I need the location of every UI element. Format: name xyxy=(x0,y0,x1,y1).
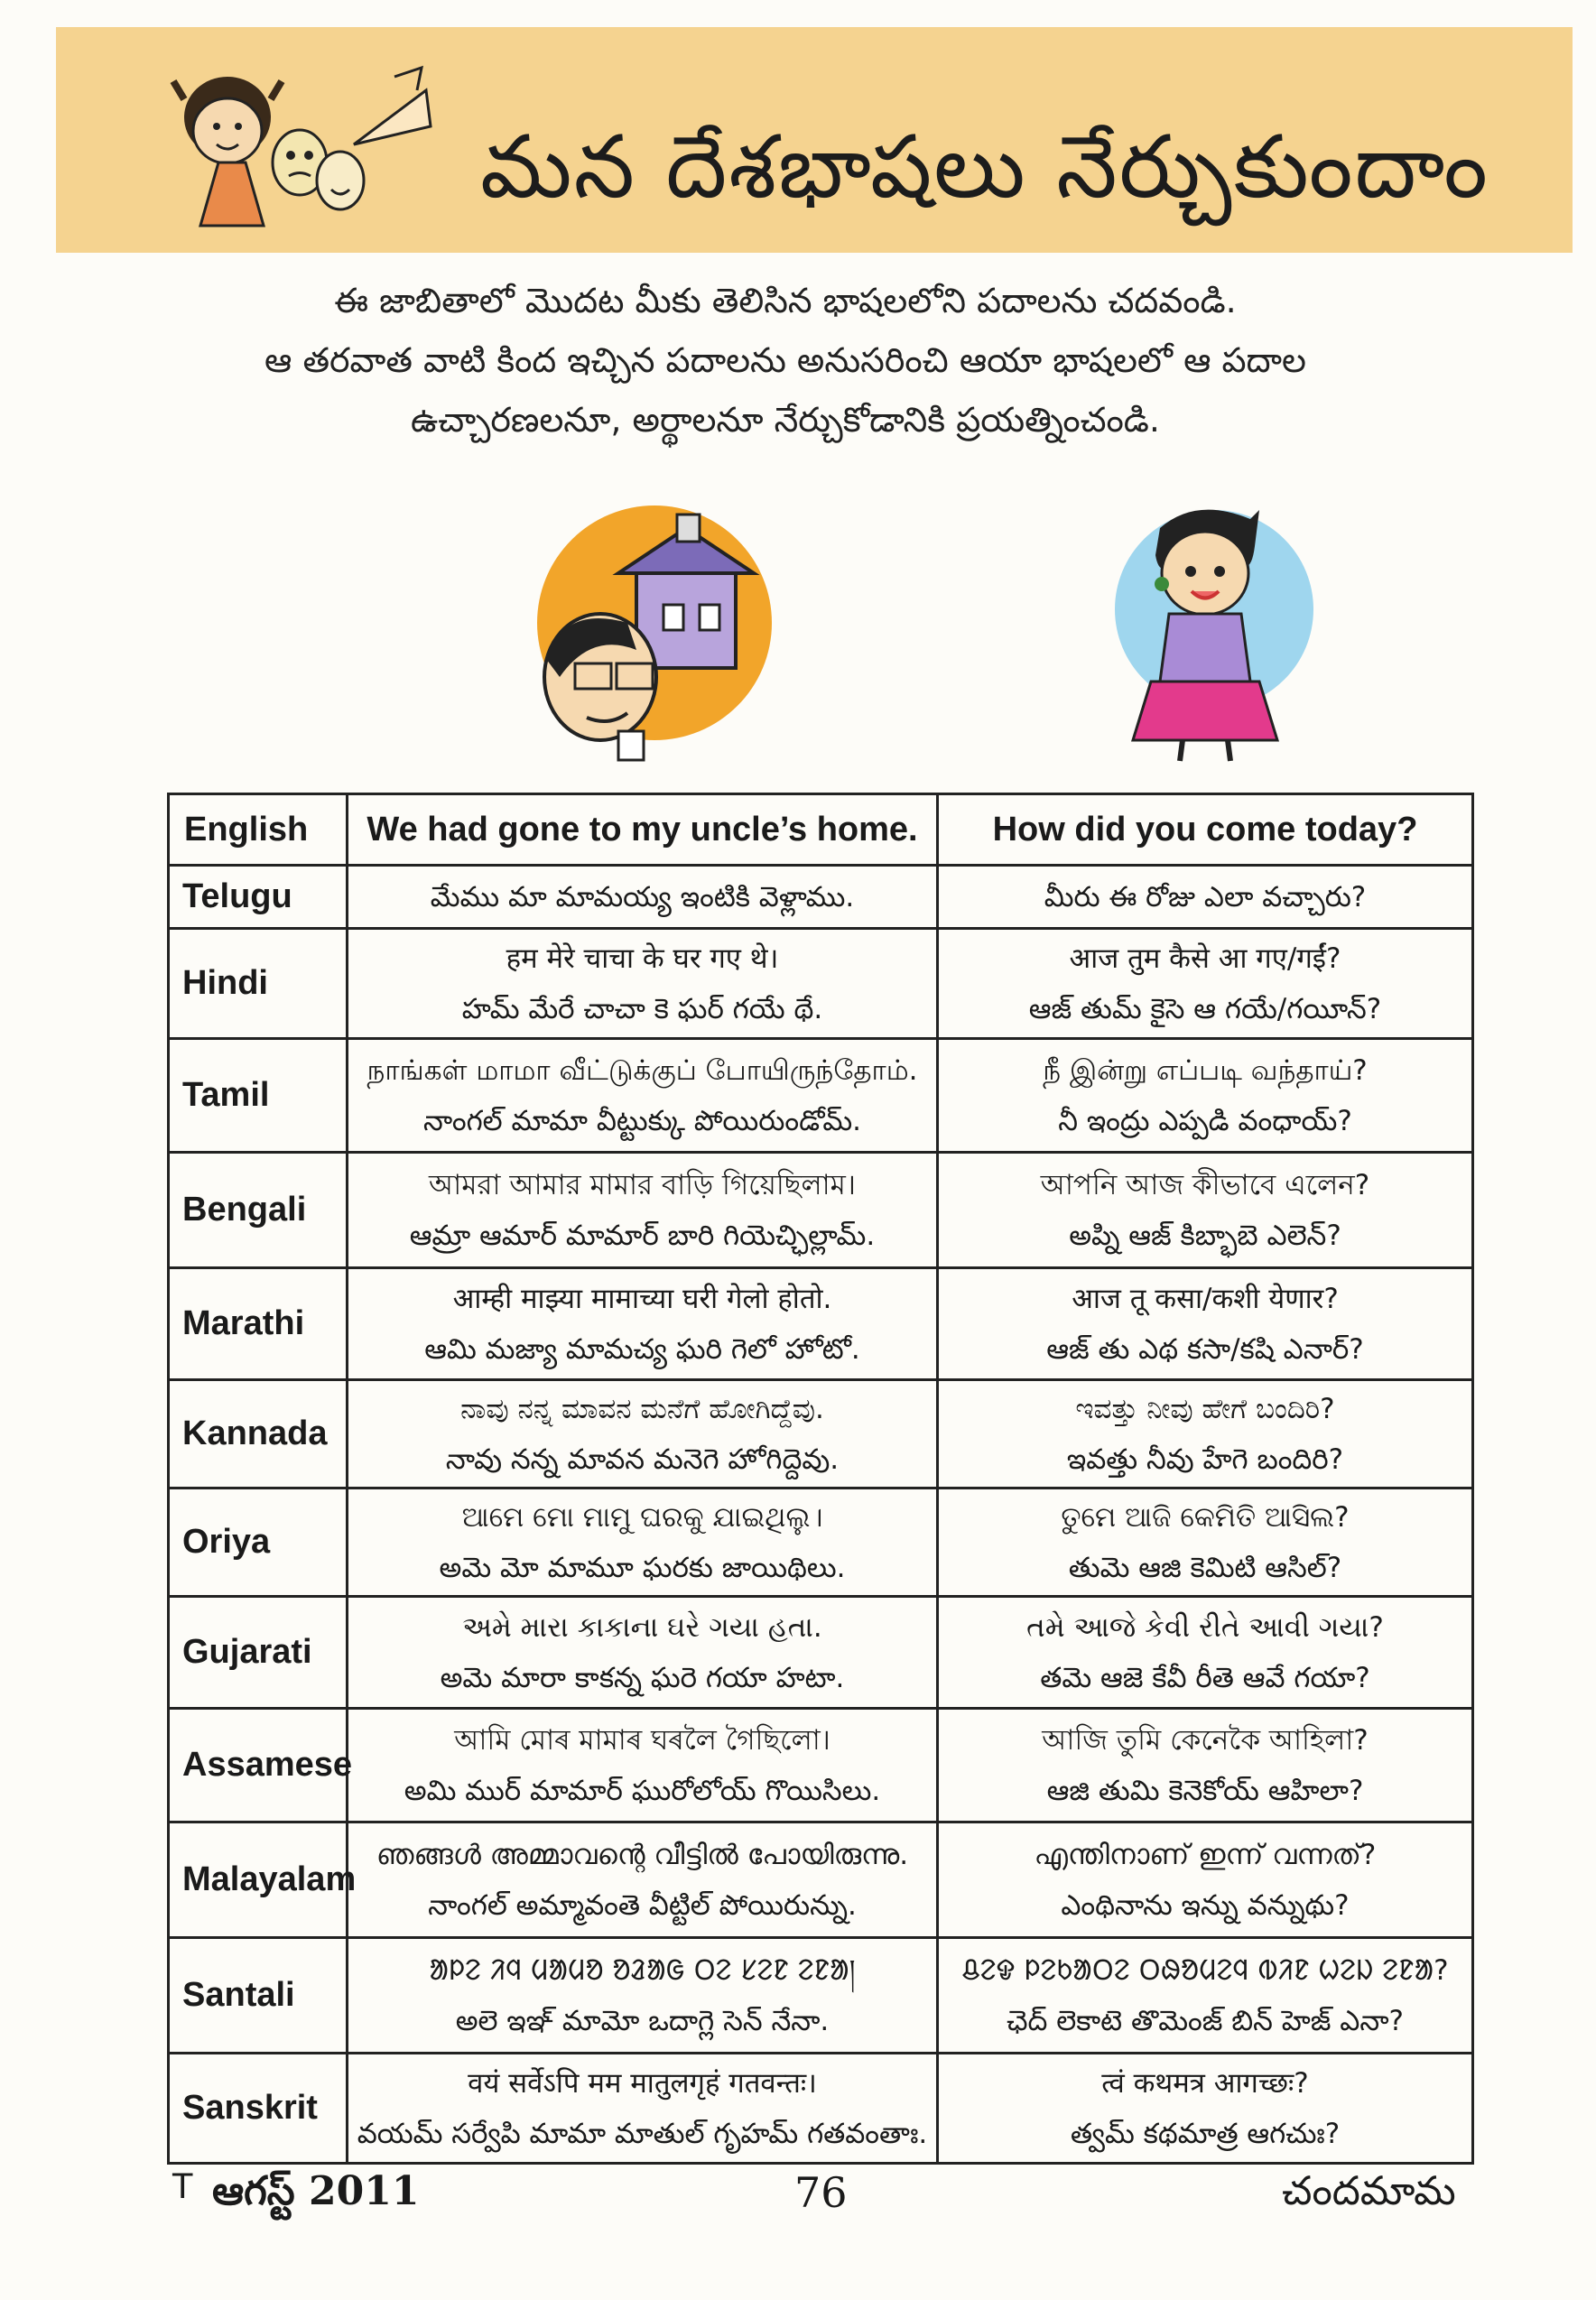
sentence-2-cell xyxy=(938,1938,1473,2054)
title-banner xyxy=(56,27,1573,253)
native-text: हम मेरे चाचा के घर गए थे। xyxy=(506,941,779,975)
sentence-1-cell xyxy=(348,1938,938,2054)
table-row xyxy=(169,2054,1473,2164)
language-name: Gujarati xyxy=(169,1597,348,1709)
language-table xyxy=(167,793,1474,2165)
language-name: Hindi xyxy=(169,929,348,1039)
sentence-1-cell xyxy=(348,1039,938,1153)
telugu-transliteration: అమి ముర్ మామార్ ఘురోలోయ్ గొయిసిలు. xyxy=(404,1774,881,1807)
native-text: आज तू कसा/कशी येणार? xyxy=(1072,1282,1339,1315)
table-row xyxy=(169,1268,1473,1380)
sentence-2-cell xyxy=(938,1822,1473,1938)
telugu-transliteration: ఛెద్ లెకాటె తొమెంజ్ బిన్ హెజ్ ఎనా? xyxy=(1007,2004,1404,2037)
edition-marker: T xyxy=(172,2166,194,2206)
sentence-1-cell xyxy=(348,1268,938,1380)
telugu-transliteration: నాంగల్ మామా వీట్టుక్కు పోయిరుండోమ్. xyxy=(422,1104,861,1137)
language-name: Santali xyxy=(169,1938,348,2054)
language-name: Kannada xyxy=(169,1380,348,1489)
native-text: आम्ही माझ्या मामाच्या घरी गेलो होतो. xyxy=(452,1282,832,1315)
column-header-english: English xyxy=(169,794,348,866)
telugu-transliteration: నావు నన్న మావన మనెగె హోగిద్దెవు. xyxy=(445,1442,840,1476)
native-text: તમે આજે કેવી રીતે આવી ગયા? xyxy=(1026,1610,1384,1644)
telugu-transliteration: అప్ని ఆజ్ కిబ్భాబె ఎలెన్? xyxy=(1069,1219,1341,1252)
sentence-2-cell xyxy=(938,1489,1473,1597)
native-text: మేము మా మామయ్య ఇంటికి వెళ్లాము. xyxy=(430,880,855,914)
intro-line: ఈ జాబితాలో మొదట మీకు తెలిసిన భాషలలోని పదాలను చదవండి. xyxy=(334,281,1237,320)
magazine-name: చందమామ xyxy=(1282,2168,1456,2214)
sentence-2-cell xyxy=(938,866,1473,929)
language-name: Assamese xyxy=(169,1709,348,1822)
sentence-1-cell xyxy=(348,1822,938,1938)
sentence-1-cell xyxy=(348,1709,938,1822)
telugu-transliteration: అమె మారా కాకన్న ఘరె గయా హటా. xyxy=(440,1661,845,1694)
intro-line: ఆ తరవాత వాటి కింద ఇచ్చిన పదాలను అనుసరించి ఆయా భాషలలో ఆ పదాల xyxy=(264,340,1306,380)
telugu-transliteration: అమె మో మామూ ఘరకు జాయిథిలు. xyxy=(439,1551,846,1584)
telugu-transliteration: వయమ్ సర్వేపి మామా మాతుల్ గృహమ్ గతవంతాః. xyxy=(357,2117,928,2150)
table-row xyxy=(169,1380,1473,1489)
native-text: त्वं कथमत्र आगच्छः? xyxy=(1101,2066,1309,2100)
language-name: Marathi xyxy=(169,1268,348,1380)
telugu-transliteration: ఎంథినాను ఇన్ను వన్నుథు? xyxy=(1061,1888,1350,1922)
girl-illustration xyxy=(1097,501,1322,763)
intro-paragraph xyxy=(126,271,1444,450)
man-with-house-illustration xyxy=(510,496,781,767)
table-row xyxy=(169,866,1473,929)
sentence-1-cell xyxy=(348,1597,938,1709)
sentence-1-cell xyxy=(348,2054,938,2164)
sentence-2-cell xyxy=(938,1268,1473,1380)
telugu-transliteration: ఆమ్రా ఆమార్ మామార్ బారి గియెచ్ఛిల్లామ్. xyxy=(409,1219,876,1252)
table-row xyxy=(169,1153,1473,1268)
native-text: અમે મારા કાકાના ઘરે ગયા હતા. xyxy=(462,1610,822,1644)
sentence-2-cell xyxy=(938,1380,1473,1489)
telugu-transliteration: త్వమ్ కథమాత్ర ఆగచుః? xyxy=(1070,2117,1341,2150)
sentence-1-cell xyxy=(348,1380,938,1489)
sentence-2-cell xyxy=(938,1039,1473,1153)
native-text: நாங்கள் மாமா வீட்டுக்குப் போயிருந்தோம். xyxy=(367,1053,918,1087)
sentence-1-cell xyxy=(348,1489,938,1597)
issue-date: ఆగస్ట్ 2011 xyxy=(212,2168,420,2214)
table-row xyxy=(169,1489,1473,1597)
telugu-transliteration: ఆజ్ తుమ్ కైసె ఆ గయే/గయీన్? xyxy=(1028,992,1382,1025)
intro-line: ఉచ్చారణలనూ, అర్థాలనూ నేర్చుకోడానికి ప్రయత్నించండి. xyxy=(410,400,1160,440)
sentence-1-cell xyxy=(348,866,938,929)
table-row xyxy=(169,1938,1473,2054)
sentence-2-cell xyxy=(938,929,1473,1039)
telugu-transliteration: ఆమి మజ్యా మామచ్య ఘరి గెలో హోటో. xyxy=(424,1332,860,1366)
native-text: మీరు ఈ రోజు ఎలా వచ్చారు? xyxy=(1044,880,1367,914)
native-text: ଆମେ ମୋ ମାମୁ ଘରକୁ ଯାଇଥିଲୁ। xyxy=(461,1500,823,1534)
native-text: എന്തിനാണ് ഇന്ന് വന്നത്? xyxy=(1034,1838,1377,1871)
language-name: Oriya xyxy=(169,1489,348,1597)
telugu-transliteration: తుమె ఆజి కెమిటి ఆసిల్? xyxy=(1068,1551,1342,1584)
telugu-transliteration: అలె ఇఞ్ మామో ఒదాగ్లె సెన్ నేనా. xyxy=(455,2004,830,2037)
language-name: Tamil xyxy=(169,1039,348,1153)
language-name: Telugu xyxy=(169,866,348,929)
native-text: आज तुम कैसे आ गए/गईं? xyxy=(1069,941,1341,975)
telugu-transliteration: నాంగల్ అమ్మావంతె వీట్టిల్ పోయిరున్ను. xyxy=(428,1888,857,1922)
sentence-2-cell xyxy=(938,2054,1473,2164)
column-header-sentence-1: We had gone to my uncle’s home. xyxy=(348,794,938,866)
native-text: ᱪᱮᱫ ᱞᱮᱠᱟᱛᱮ ᱛᱷᱚᱢᱮᱧ ᱵᱤᱱ ᱦᱮᱡ ᱮᱱᱟ? xyxy=(961,1953,1449,1987)
native-text: वयं सर्वेऽपि मम मातुलगृहं गतवन्तः। xyxy=(468,2066,817,2100)
table-row xyxy=(169,1822,1473,1938)
native-text: ତୁମେ ଆଜି କେମିତି ଆସିଲ? xyxy=(1061,1500,1350,1534)
sentence-2-cell xyxy=(938,1153,1473,1268)
native-text: আমি মোৰ মামাৰ ঘৰলৈ গৈছিলো। xyxy=(454,1723,830,1757)
sentence-2-cell xyxy=(938,1597,1473,1709)
native-text: நீ இன்று எப்படி வந்தாய்? xyxy=(1043,1053,1368,1087)
native-text: আপনি আজ কীভাবে এলেন? xyxy=(1040,1168,1370,1201)
table-row xyxy=(169,1039,1473,1153)
language-name: Malayalam xyxy=(169,1822,348,1938)
native-text: ನಾವು ನನ್ನ ಮಾವನ ಮನೆಗೆ ಹೋಗಿದ್ದೆವು. xyxy=(460,1392,824,1425)
children-with-masks-and-horn-illustration xyxy=(164,63,435,235)
telugu-transliteration: నీ ఇంద్రు ఎప్పడి వంధాయ్? xyxy=(1058,1104,1352,1137)
sentence-1-cell xyxy=(348,1153,938,1268)
telugu-transliteration: హమ్ మేరే చాచా కె ఘర్ గయే థే. xyxy=(461,992,823,1025)
telugu-transliteration: ఇవత్తు నీవు హేగె బందిరి? xyxy=(1066,1442,1344,1476)
table-row xyxy=(169,929,1473,1039)
sentence-2-cell xyxy=(938,1709,1473,1822)
table-header-row xyxy=(169,794,1473,866)
language-name: Sanskrit xyxy=(169,2054,348,2164)
table-row xyxy=(169,1709,1473,1822)
telugu-transliteration: తమె ఆజె కేవీ రీతె ఆవే గయా? xyxy=(1040,1661,1370,1694)
native-text: ᱟᱞᱮ ᱤᱧ ᱢᱟᱢᱚ ᱚᱲᱟᱜ ᱛᱮ ᱥᱮᱱ ᱮᱱᱟ། xyxy=(429,1953,856,1987)
table-row xyxy=(169,1597,1473,1709)
native-text: আজি তুমি কেনেকৈ আহিলা? xyxy=(1042,1723,1369,1757)
native-text: ಇವತ್ತು ನೀವು ಹೇಗೆ ಬಂದಿರಿ? xyxy=(1075,1392,1335,1425)
sentence-1-cell xyxy=(348,929,938,1039)
telugu-transliteration: ఆజి తుమి కెనెకోయ్ ఆహిలా? xyxy=(1046,1774,1364,1807)
native-text: আমরা আমার মামার বাড়ি গিয়েছিলাম। xyxy=(429,1168,856,1201)
language-name: Bengali xyxy=(169,1153,348,1268)
page-title: మన దేశభాషలు నేర్చుకుందాం xyxy=(480,116,1489,218)
column-header-sentence-2: How did you come today? xyxy=(938,794,1473,866)
telugu-transliteration: ఆజ్ తు ఎథ కసా/కషి ఎనార్? xyxy=(1046,1332,1364,1366)
native-text: ഞങ്ങൾ അമ്മാവന്റെ വീട്ടിൽ പോയിരുന്നു. xyxy=(376,1838,909,1871)
page-number: 76 xyxy=(794,2168,848,2217)
